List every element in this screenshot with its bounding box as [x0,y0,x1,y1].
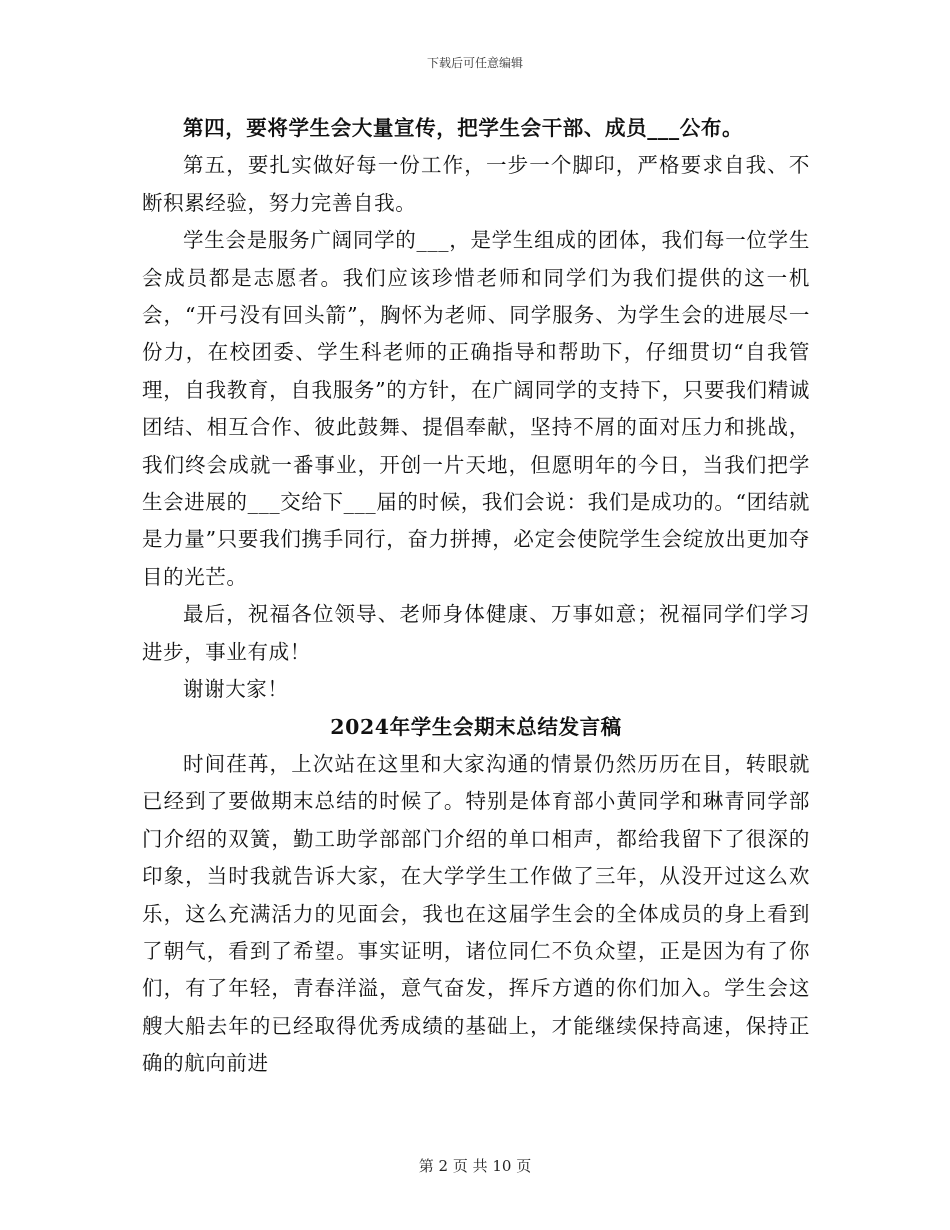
paragraph-blessing: 最后，祝福各位领导、老师身体健康、万事如意；祝福同学们学习进步，事业有成！ [142,602,810,664]
page-number: 第 2 页 共 10 页 [418,1157,532,1175]
header-note: 下载后可任意编辑 [426,56,523,70]
paragraph-fourth-point: 第四，要将学生会大量宣传，把学生会干部、成员___公布。 [183,116,744,140]
paragraph-fifth-point: 第五，要扎实做好每一份工作，一步一个脚印，严格要求自我、不断积累经验，努力完善自我。 [142,153,810,215]
paragraph-student-union: 学生会是服务广阔同学的___，是学生组成的团体，我们每一位学生会成员都是志愿者。我们应该珍惜老师和同学们为我们提供的这一机会，“开弓没有回头箭”，胸怀为老师、同学服务、为学生会的进展尽一份力，在校团委、学生科老师的正确指导和帮助下，仔细贯切“自我管理，自我教育，自我服务”的方针，在广阔同学的支持下，只要我们精诚团结、相互合作、彼此鼓舞、提倡奉献，坚持不屑的面对压力和挑战，我们终会成就一番事业，开创一片天地，但愿明年的今日，当我们把学生会进展的___交给下___届的时候，我们会说：我们是成功的。“团结就是力量”只要我们携手同行，奋力拼搏，必定会使院学生会绽放出更加夺目的光芒。 [142,228,810,589]
paragraph-summary: 时间荏苒，上次站在这里和大家沟通的情景仍然历历在目，转眼就已经到了要做期末总结的时候了。特别是体育部小黄同学和琳青同学部门介绍的双簧，勤工助学部部门介绍的单口相声，都给我留下了很深的印象，当时我就告诉大家，在大学学生工作做了三年，从没开过这么欢乐，这么充满活力的见面会，我也在这届学生会的全体成员的身上看到了朝气，看到了希望。事实证明，诸位同仁不负众望，正是因为有了你们，有了年轻，青春洋溢，意气奋发，挥斥方遒的你们加入。学生会这艘大船去年的已经取得优秀成绩的基础上，才能继续保持高速，保持正确的航向前进 [142,751,810,1076]
paragraph-thanks: 谢谢大家！ [183,677,289,702]
section-title: 2024年学生会期末总结发言稿 [330,714,622,739]
document-body [142,110,810,1083]
